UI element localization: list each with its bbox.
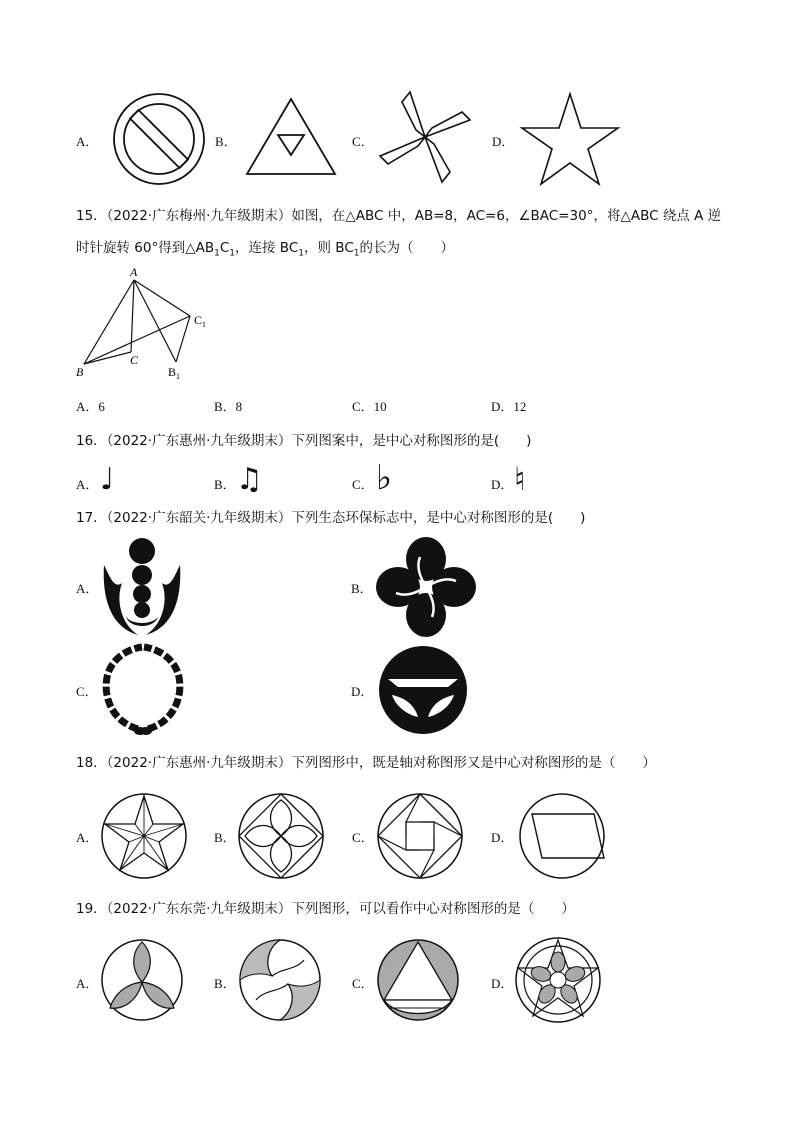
- q18-option-a-label[interactable]: A．: [76, 830, 99, 845]
- q18-option-b-label[interactable]: B．: [214, 830, 236, 845]
- q17-option-d-logo: [378, 645, 468, 735]
- svg-text:1: 1: [202, 320, 206, 329]
- natural-sign-icon: ♮: [514, 460, 526, 498]
- q17-option-b-logo: [376, 537, 476, 637]
- q15-label-c1: C: [194, 313, 203, 327]
- q14-option-d-label[interactable]: D．: [492, 134, 515, 149]
- q19-stem: 19．（2022·广东东莞·九年级期末）下列图形，可以看作中心对称图形的是（ ）: [76, 901, 575, 917]
- svg-text:1: 1: [176, 372, 180, 381]
- q19-option-b-figure: [238, 938, 322, 1022]
- q15-triangle-figure: [74, 262, 224, 382]
- q16-option-d-label[interactable]: D．: [491, 477, 514, 492]
- flat-sign-icon: ♭: [376, 458, 393, 498]
- q19-option-b-label[interactable]: B．: [214, 976, 236, 991]
- q14-option-d-figure: [520, 92, 620, 186]
- q18-option-b-figure: [237, 792, 325, 880]
- q15-stem-line2: 时针旋转 60°得到$\triangle AB_1C_1$，连接 $BC_1$，则 $BC_1$的长为（ ）: [76, 240, 454, 259]
- q14-option-b-figure: [245, 97, 337, 177]
- q16-option-a-label[interactable]: A．: [76, 477, 99, 492]
- q15-option-b[interactable]: B．8: [214, 399, 243, 414]
- q17-option-b-label[interactable]: B．: [351, 581, 373, 596]
- q19-option-c-label[interactable]: C．: [352, 976, 374, 991]
- q18-option-d-label[interactable]: D．: [491, 830, 514, 845]
- q15-option-d[interactable]: D．12: [491, 399, 527, 414]
- q17-option-c-label[interactable]: C．: [76, 684, 98, 699]
- q15-stem-line1: 15．（2022·广东梅州·九年级期末）如图，在△ABC 中，AB=8，AC=6，∠BAC=30°，将△ABC 绕点 A 逆: [76, 208, 722, 224]
- q15-label-b1: B: [168, 365, 177, 379]
- q18-option-c-figure: [376, 792, 464, 880]
- q18-option-a-figure: [100, 792, 188, 880]
- q16-option-c-label[interactable]: C．: [352, 477, 374, 492]
- q15-label-a: A: [130, 265, 138, 279]
- q19-option-a-label[interactable]: A．: [76, 976, 99, 991]
- q18-option-d-figure: [516, 792, 608, 880]
- q14-option-c-figure: [378, 90, 472, 184]
- q14-option-c-label[interactable]: C．: [352, 134, 374, 149]
- q15-option-c[interactable]: C．10: [352, 399, 387, 414]
- q15-label-c: C: [130, 353, 139, 367]
- q17-stem: 17．（2022·广东韶关·九年级期末）下列生态环保标志中，是中心对称图形的是( ): [76, 510, 586, 526]
- beamed-notes-icon: ♫: [236, 462, 263, 497]
- laurel-wreath-icon: [100, 643, 186, 735]
- q14-option-b-label[interactable]: B．: [215, 134, 237, 149]
- q14-option-a-figure: [112, 92, 206, 186]
- q15-label-b: B: [76, 365, 84, 379]
- q19-option-d-label[interactable]: D．: [491, 976, 514, 991]
- q19-option-c-figure: [376, 938, 460, 1022]
- q17-option-d-label[interactable]: D．: [351, 684, 374, 699]
- q19-option-a-figure: [100, 938, 184, 1022]
- q14-option-a-label[interactable]: A．: [76, 134, 99, 149]
- q17-option-a-label[interactable]: A．: [76, 581, 99, 596]
- q16-option-b-label[interactable]: B．: [214, 477, 236, 492]
- quarter-note-icon: ♩: [100, 462, 115, 497]
- q16-stem: 16．（2022·广东惠州·九年级期末）下列图案中，是中心对称图形的是( ): [76, 433, 532, 449]
- q17-option-a-logo: [100, 537, 184, 637]
- q15-option-a[interactable]: A．6: [76, 399, 105, 414]
- q19-option-d-figure: [514, 936, 602, 1024]
- q18-option-c-label[interactable]: C．: [352, 830, 374, 845]
- q18-stem: 18．（2022·广东惠州·九年级期末）下列图形中，既是轴对称图形又是中心对称图形的是（ ）: [76, 755, 656, 771]
